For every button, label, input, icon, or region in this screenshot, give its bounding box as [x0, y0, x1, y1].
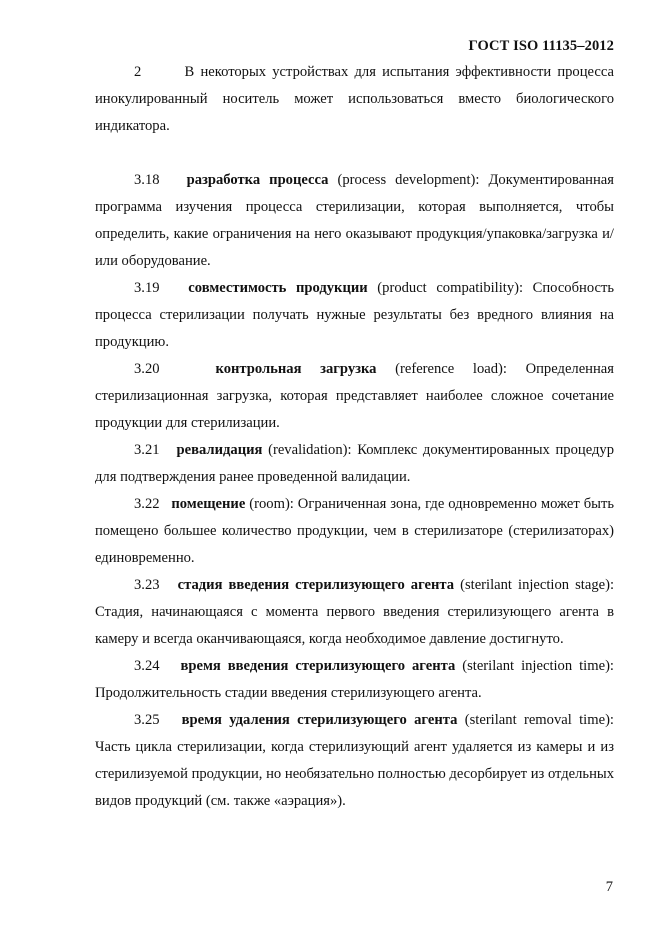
- definition-term: время удаления стерилизующего агента: [181, 712, 458, 728]
- note-paragraph: [95, 59, 614, 140]
- definition-number: 3.19: [134, 280, 160, 296]
- definition-term: контрольная загрузка: [215, 361, 377, 377]
- definition-text: (product compatibility): Способность процесса стерилизации получать нужные результаты без вредного влияния на продукцию.: [95, 280, 615, 350]
- definition-3-20: [95, 356, 614, 437]
- definition-term: время введения стерилизующего агента: [180, 658, 456, 674]
- definition-3-21: [95, 437, 614, 491]
- definition-text: (reference load): Определенная стерилизационная загрузка, которая представляет наиболее сложное сочетание продукции для стерилизации.: [95, 361, 614, 431]
- definition-number: 3.20: [134, 361, 160, 377]
- definition-text: (sterilant injection stage): Стадия, начинающаяся с момента первого введения стерилизующего агента в камеру и всегда оканчивающаяся, когда необходимое давление достигнуто.: [95, 577, 615, 647]
- note-number: 2: [134, 64, 142, 80]
- definition-3-22: [95, 491, 614, 572]
- definition-number: 3.21: [134, 442, 160, 458]
- page-number: 7: [605, 879, 613, 895]
- definition-text: (room): Ограниченная зона, где одновременно может быть помещено большее количество продукции, чем в стерилизаторе (стерилизаторах) единовременно.: [95, 496, 614, 566]
- definition-3-19: [95, 275, 614, 356]
- definition-number: 3.25: [134, 712, 160, 728]
- definition-number: 3.24: [134, 658, 160, 674]
- definition-text: (sterilant injection time): Продолжительность стадии введения стерилизующего агента.: [95, 658, 614, 701]
- definition-term: разработка процесса: [186, 172, 329, 188]
- standard-header: ГОСТ ISO 11135–2012: [468, 38, 614, 54]
- definition-text: (process development): Документированная программа изучения процесса стерилизации, которая выполняется, чтобы определить, какие ограничения на него оказывают продукция/упаковка/загрузка и/или оборудование.: [95, 172, 614, 269]
- definition-term: совместимость продукции: [188, 280, 368, 296]
- definition-text: (revalidation): Комплекс документированных процедур для подтверждения ранее проведенной валидации.: [95, 442, 615, 485]
- definition-term: стадия введения стерилизующего агента: [177, 577, 455, 593]
- definition-3-23: [95, 572, 614, 653]
- spacer: [95, 140, 614, 167]
- definition-term: ревалидация: [176, 442, 263, 458]
- definition-number: 3.18: [134, 172, 160, 188]
- definition-number: 3.23: [134, 577, 160, 593]
- definition-text: (sterilant removal time): Часть цикла стерилизации, когда стерилизующий агент удаляется из камеры и из стерилизуемой продукции, но необязательно полностью десорбирует из отдельных видов продукций (см. также «аэрация»).: [95, 712, 614, 809]
- definition-term: помещение: [171, 496, 246, 512]
- document-body: [95, 59, 614, 815]
- definition-3-25: [95, 707, 614, 815]
- definition-number: 3.22: [134, 496, 160, 512]
- note-text: В некоторых устройствах для испытания эффективности процесса инокулированный носитель может использоваться вместо биологического индикатора.: [95, 64, 614, 134]
- definition-3-18: [95, 167, 614, 275]
- definition-3-24: [95, 653, 614, 707]
